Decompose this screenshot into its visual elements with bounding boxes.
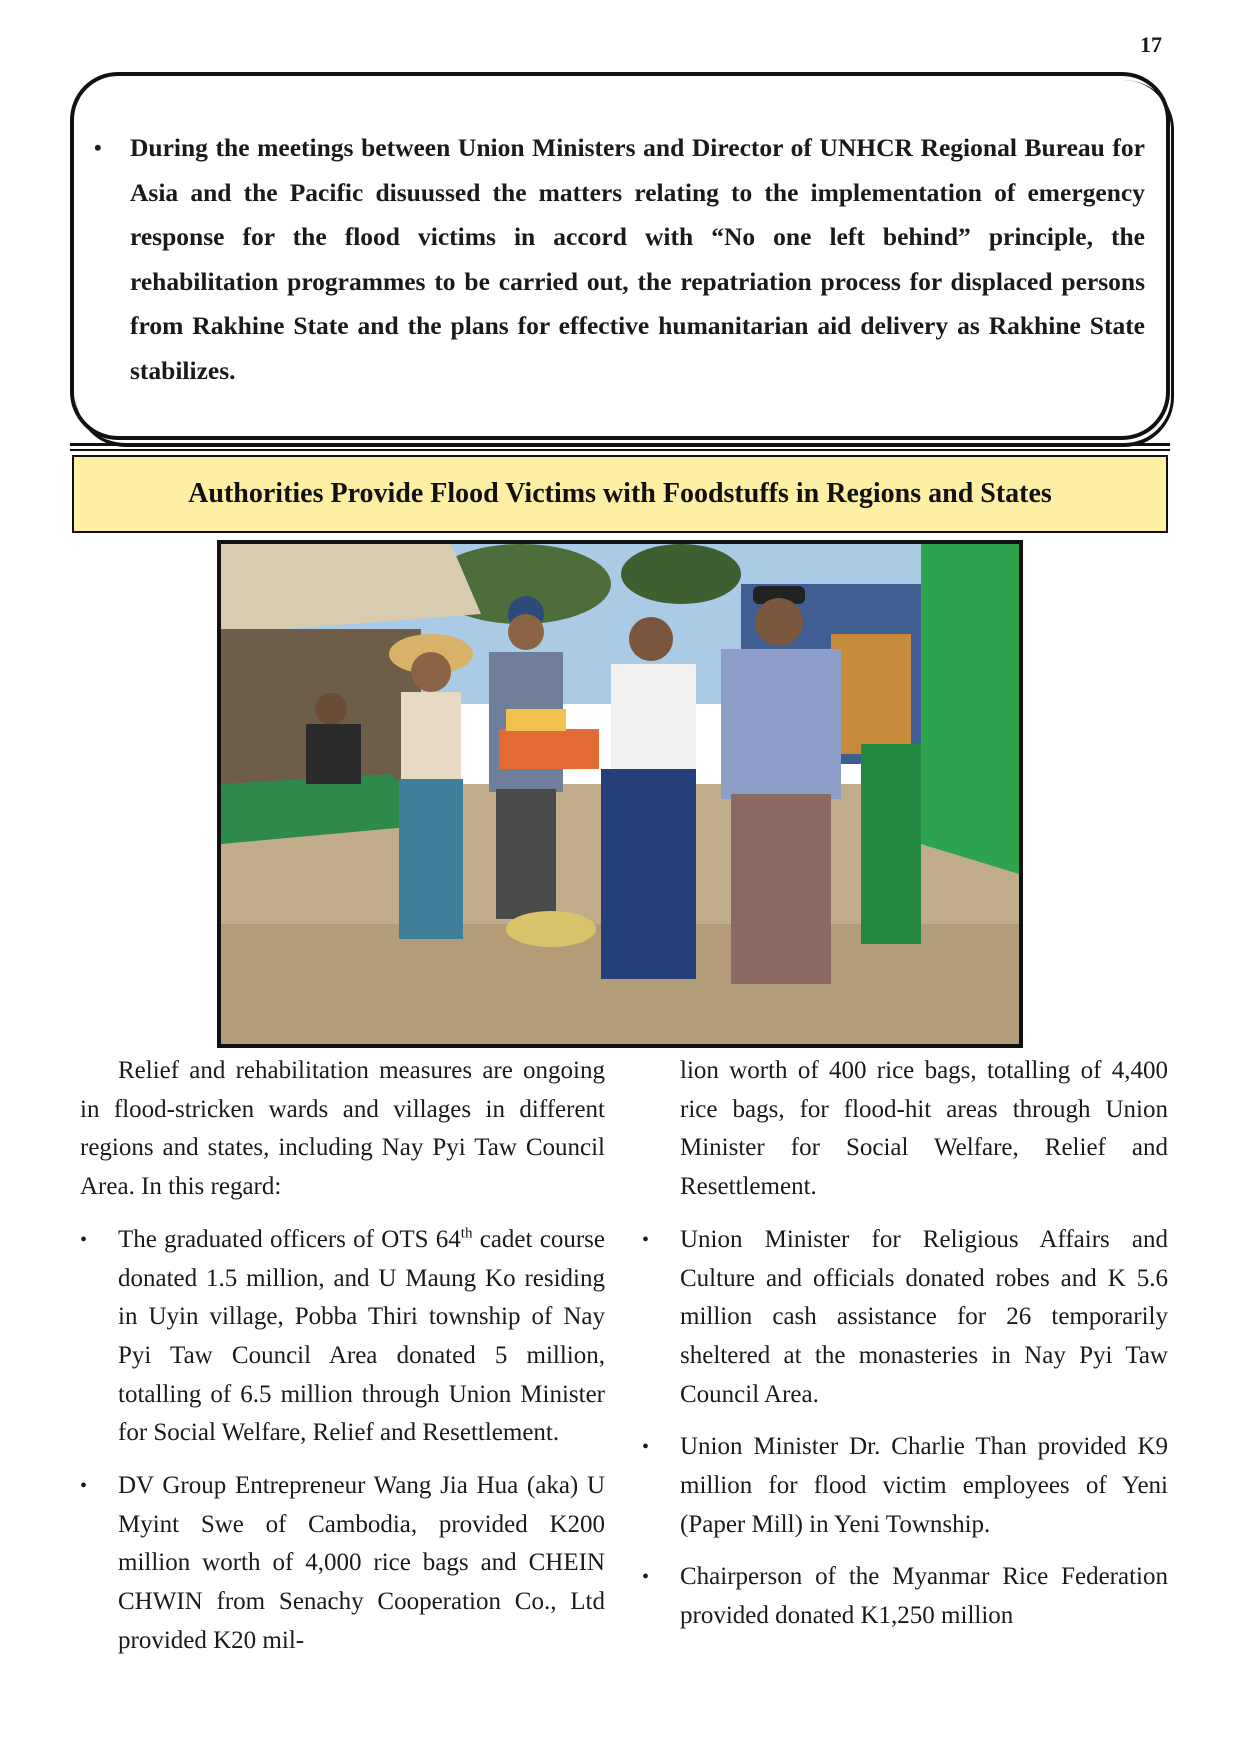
list-item xyxy=(642,1558,1168,1635)
bullet-dot: • xyxy=(642,1228,650,1251)
ordinal-suffix: th xyxy=(460,1225,473,1242)
list-item-text: Union Minister for Religious Affairs and Culture and officials donated robes and K 5.6 million cash assistance for 26 temporarily sheltered at the monasteries in Nay Pyi Taw Council Area. xyxy=(680,1225,1168,1408)
bullet-dot: • xyxy=(80,1475,88,1498)
callout-bullet: • xyxy=(94,135,102,160)
article-photo xyxy=(217,540,1023,1048)
list-item-text: DV Group Entrepreneur Wang Jia Hua (aka) U Myint Swe of Cambodia, provided K200 million worth of 4,000 rice bags and CHEIN CHWIN from Senachy Cooperation Co., Ltd provided K20 mil- xyxy=(118,1472,605,1654)
left-column xyxy=(80,1052,605,1661)
list-item-text: Chairperson of the Myanmar Rice Federation provided donated K1,250 million xyxy=(680,1563,1168,1630)
list-item-text-b: cadet course donated 1.5 million, and U Maung Ko residing in Uyin village, Pobba Thiri township of Nay Pyi Taw Council Area donated 5 million, totalling of 6.5 million through Union Minister for Social Welfare, Relief and Resettlement. xyxy=(118,1225,605,1447)
bullet-dot: • xyxy=(642,1436,650,1459)
list-item-text: Union Minister Dr. Charlie Than provided K9 million for flood victim employees of Yeni (Paper Mill) in Yeni Township. xyxy=(680,1433,1168,1538)
continuation-text: lion worth of 400 rice bags, totalling of 4,400 rice bags, for flood-hit areas through Union Minister for Social Welfare, Relief and Resettlement. xyxy=(680,1057,1168,1201)
right-column xyxy=(642,1052,1168,1636)
page-number: 17 xyxy=(1140,32,1162,57)
list-item xyxy=(80,1221,605,1453)
list-item xyxy=(80,1467,605,1661)
bullet-dot: • xyxy=(642,1566,650,1589)
list-item xyxy=(642,1428,1168,1544)
article-heading-box xyxy=(72,455,1168,533)
list-item-text-a: The graduated officers of OTS 64 xyxy=(118,1225,461,1253)
bullet-dot: • xyxy=(80,1228,88,1251)
list-item xyxy=(642,1221,1168,1415)
intro-paragraph: Relief and rehabilitation measures are ongoing in flood-stricken wards and villages in different regions and states, including Nay Pyi Taw Council Area. In this regard: xyxy=(80,1057,605,1201)
callout-text: During the meetings between Union Ministers and Director of UNHCR Regional Bureau for Asia and the Pacific disuussed the matters relating to the implementation of emergency response for the flood victims in accord with “No one left behind” principle, the rehabilitation programmes to be carried out, the repatriation process for displaced persons from Rakhine State and the plans for effective humanitarian aid delivery as Rakhine State stabilizes. xyxy=(130,133,1145,385)
separator-rule-thin xyxy=(70,449,1170,451)
separator-rule xyxy=(70,443,1170,446)
article-heading: Authorities Provide Flood Victims with Foodstuffs in Regions and States xyxy=(188,478,1052,509)
photo-illustration xyxy=(221,544,1019,1044)
